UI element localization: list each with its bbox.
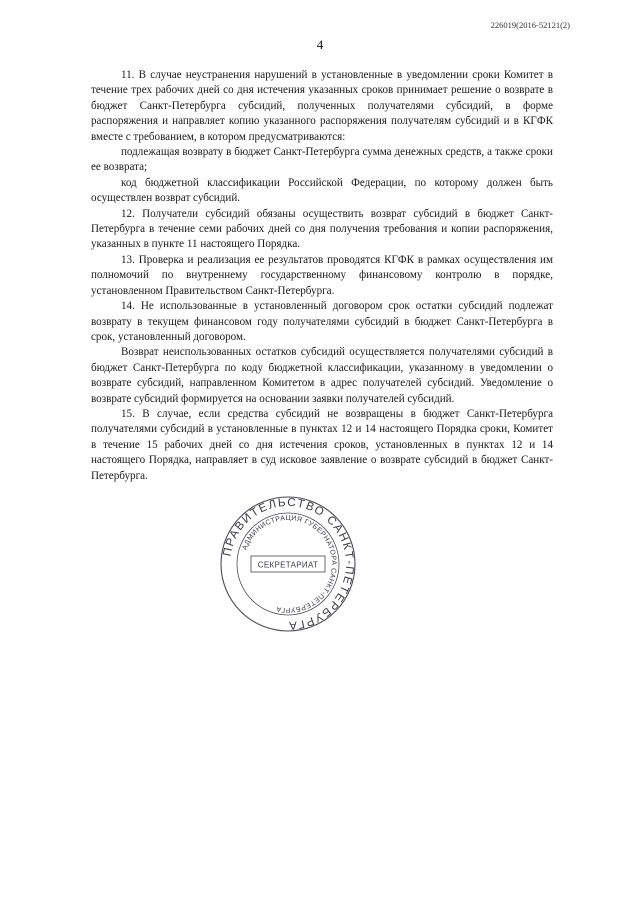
paragraph-11: 11. В случае неустранения нарушений в установленные в уведомлении сроки Комитет в течение трех рабочих дней со дня истечения указанных сроков принимает решение о возврате в бюджет Санкт-Петербурга субсидий, полученных получателями субсидий, в форме распоряжения и направляет копию указанного распоряжения получателям субсидий и в КГФК вместе с требованием, в котором предусматриваются:	[91, 69, 553, 143]
paragraph-13: 13. Проверка и реализация ее результатов проводятся КГФК в рамках осуществления им полномочий по внутреннему государственному финансовому контролю в порядке, установленном Правительством Санкт-Петербурга.	[91, 253, 553, 297]
stamp-outer-text: ПРАВИТЕЛЬСТВО САНКТ-ПЕТЕРБУРГА	[221, 496, 356, 632]
document-code: 226019(2016-52121(2)	[490, 20, 570, 30]
document-body	[91, 68, 553, 484]
paragraph-11-code: код бюджетной классификации Российской Федерации, по которому должен быть осуществлен возврат субсидий.	[91, 176, 553, 205]
paragraph-12: 12. Получатели субсидий обязаны осуществить возврат субсидий в бюджет Санкт-Петербурга в течение семи рабочих дней со дня получения требования и копии распоряжения, указанных в пункте 11 настоящего Порядка.	[91, 207, 553, 251]
page-number: 4	[316, 37, 324, 52]
paragraph-14-return: Возврат неиспользованных остатков субсидий осуществляется получателями субсидий в бюджет Санкт-Петербурга по коду бюджетной классификации, указанному в уведомлении о возврате субсидий, направленном Комитетом в адрес получателей субсидий. Уведомление о возврате субсидий формируется на основании заявки получателей субсидий.	[91, 346, 553, 405]
paragraph-15: 15. В случае, если средства субсидий не возвращены в бюджет Санкт-Петербурга получателями субсидий в установленные в пунктах 12 и 14 настоящего Порядка сроки, Комитет в течение 15 рабочих дней со дня истечения сроков, установленных в пунктах 12 и 14 настоящего Порядка, направляет в суд исковое заявление о возврате субсидий в бюджет Санкт-Петербурга.	[91, 407, 553, 482]
official-stamp	[218, 494, 358, 634]
paragraph-14: 14. Не использованные в установленный договором срок остатки субсидий подлежат возврату в текущем финансовом году получателями субсидий в бюджет Санкт-Петербурга в срок, установленный договором.	[91, 300, 553, 343]
stamp-inner-text: АДМИНИСТРАЦИЯ ГУБЕРНАТОРА САНКТ-ПЕТЕРБУРГА	[241, 514, 338, 614]
paragraph-11-sum: подлежащая возврату в бюджет Санкт-Петербурга сумма денежных средств, а также сроки ее возврата;	[91, 146, 553, 174]
stamp-center-text: СЕКРЕТАРИАТ	[257, 560, 319, 570]
